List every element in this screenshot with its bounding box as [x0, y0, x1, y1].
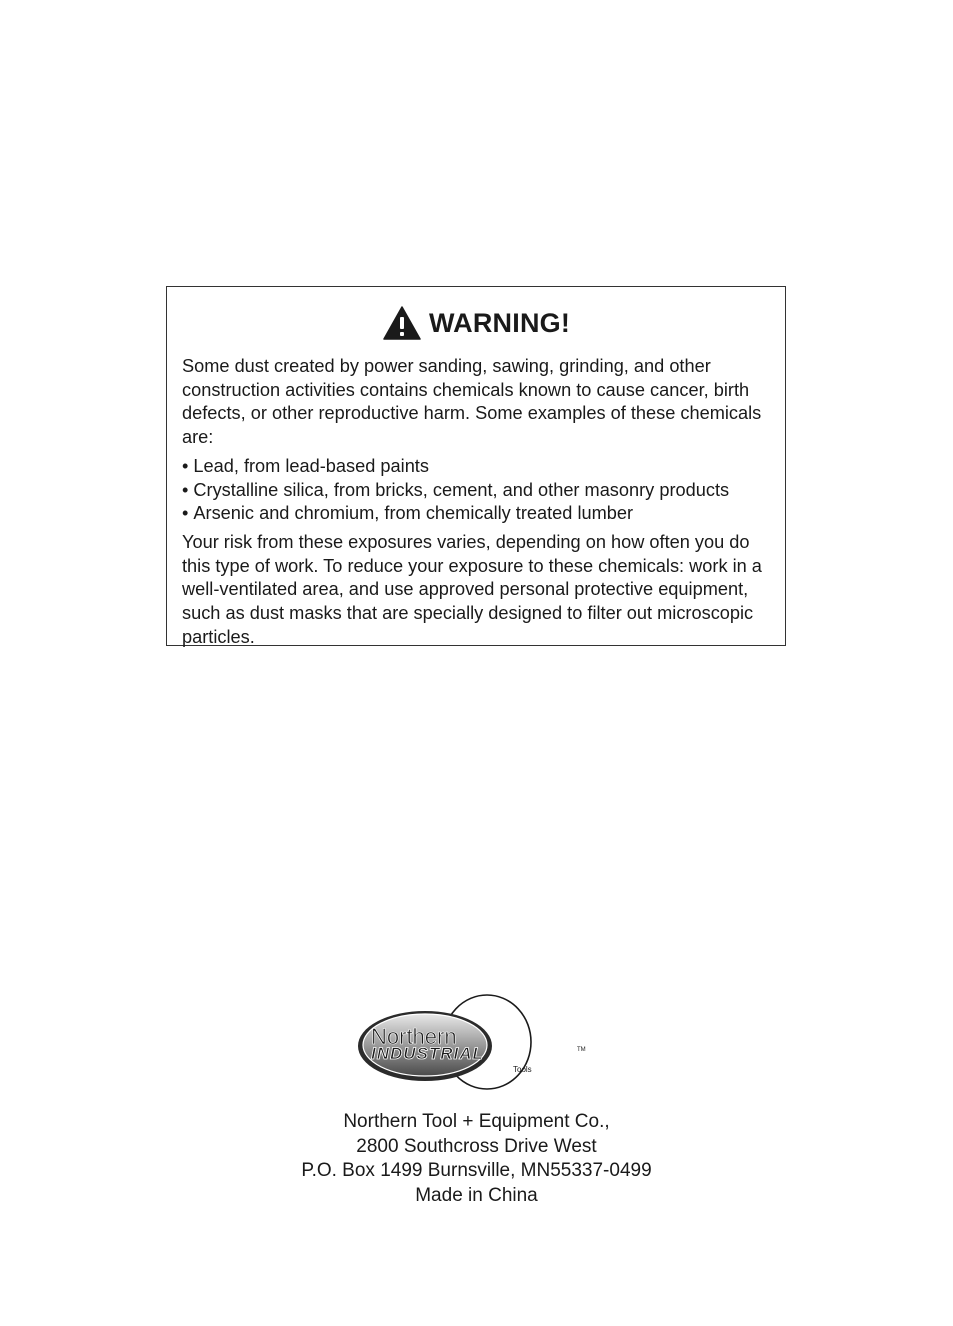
northern-industrial-logo [355, 994, 595, 1094]
logo-trademark: TM [577, 1047, 586, 1053]
logo-industrial-text: INDUSTRIAL [371, 1044, 484, 1063]
hazard-list [182, 455, 771, 526]
warning-closing: Your risk from these exposures varies, depending on how often you do this type of work. To reduce your exposure to these chemicals: work in a well-ventilated area, and use approved personal protective equipment, such as dust masks that are specially designed to filter out microscopic particles. [182, 531, 762, 647]
hazard-item-text: Arsenic and chromium, from chemically treated lumber [193, 503, 634, 524]
hazard-item-text: Crystalline silica, from bricks, cement, and other masonry products [193, 479, 730, 500]
company-name: Northern Tool + Equipment Co., [343, 1111, 610, 1132]
country-of-origin: Made in China [415, 1184, 538, 1206]
hazard-item-text: Lead, from lead-based paints [193, 455, 429, 476]
company-address [0, 1110, 953, 1208]
warning-header [182, 301, 771, 345]
hazard-item: • Lead, from lead-based paints [182, 455, 429, 476]
warning-triangle-icon [383, 306, 421, 340]
hazard-item: • Crystalline silica, from bricks, cement, and other masonry products [182, 479, 730, 500]
logo-tools-text: Tools [513, 1065, 532, 1074]
street-address: 2800 Southcross Drive West [356, 1135, 597, 1157]
logo-northern-text: Northern [371, 1024, 457, 1049]
warning-title: WARNING! [428, 307, 571, 338]
hazard-item: • Arsenic and chromium, from chemically treated lumber [182, 503, 634, 524]
warning-box [166, 286, 786, 646]
po-box-address: P.O. Box 1499 Burnsville, MN55337-0499 [301, 1160, 652, 1181]
warning-intro: Some dust created by power sanding, sawing, grinding, and other construction activities contains chemicals known to cause cancer, birth defects, or other reproductive harm. Some examples of these chemicals are: [182, 356, 762, 448]
